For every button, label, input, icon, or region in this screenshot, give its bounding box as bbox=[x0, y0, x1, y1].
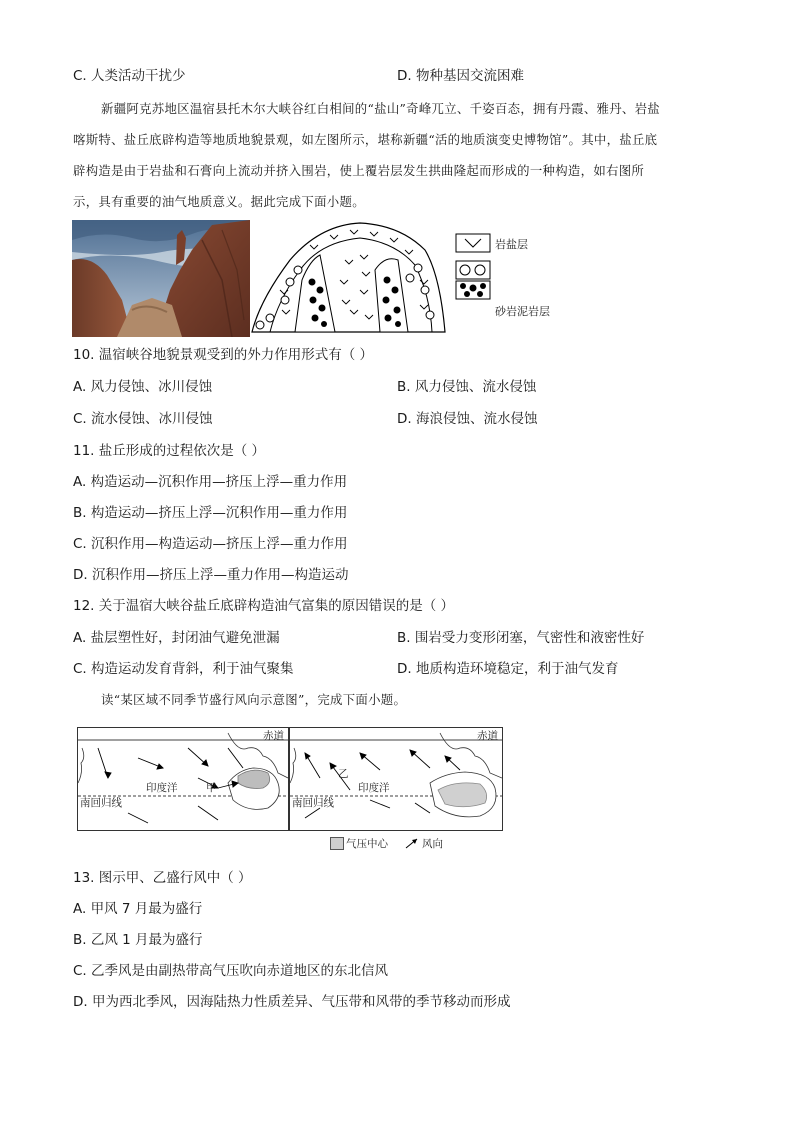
q9-option-c: C. 人类活动干扰少 bbox=[73, 68, 186, 84]
canyon-photo bbox=[72, 220, 250, 337]
left-wind-label: 甲 bbox=[206, 782, 217, 794]
q10-stem: 10. 温宿峡谷地貌景观受到的外力作用形式有（ ） bbox=[73, 347, 374, 363]
passage1-line-3: 辟构造是由于岩盐和石膏向上流动并挤入围岩，使上覆岩层发生拱曲隆起而形成的一种构造，如右图所 bbox=[73, 163, 645, 178]
wind-direction-arrow-icon bbox=[405, 837, 419, 849]
q9-option-d: D. 物种基因交流困难 bbox=[397, 68, 524, 84]
right-wind-label: 乙 bbox=[338, 768, 349, 780]
right-ocean-label: 印度洋 bbox=[358, 782, 390, 794]
passage1-line-1: 新疆阿克苏地区温宿县托木尔大峡谷红白相间的“盐山”奇峰兀立、千姿百态，拥有丹霞、雅丹、岩盐 bbox=[101, 101, 660, 116]
figure1-legend bbox=[455, 233, 575, 343]
right-equator-label: 赤道 bbox=[477, 730, 498, 742]
q10-option-d: D. 海浪侵蚀、流水侵蚀 bbox=[397, 411, 538, 427]
q13-option-d: D. 甲为西北季风，因海陆热力性质差异、气压带和风带的季节移动而形成 bbox=[73, 994, 511, 1010]
q13-option-a: A. 甲风 7 月最为盛行 bbox=[73, 901, 203, 917]
q10-option-a: A. 风力侵蚀、冰川侵蚀 bbox=[73, 379, 213, 395]
passage2: 读“某区域不同季节盛行风向示意图”，完成下面小题。 bbox=[101, 692, 407, 707]
q12-option-a: A. 盐层塑性好，封闭油气避免泄漏 bbox=[73, 630, 280, 646]
q11-option-d: D. 沉积作用—挤压上浮—重力作用—构造运动 bbox=[73, 567, 349, 583]
q12-option-b: B. 围岩受力变形闭塞，气密性和液密性好 bbox=[397, 630, 645, 646]
q11-stem: 11. 盐丘形成的过程依次是（ ） bbox=[73, 443, 266, 459]
left-tropic-label: 南回归线 bbox=[80, 797, 122, 809]
q13-option-c: C. 乙季风是由副热带高气压吹向赤道地区的东北信风 bbox=[73, 963, 389, 979]
wind-map-right bbox=[289, 727, 503, 831]
pressure-center-swatch bbox=[330, 837, 344, 850]
q13-option-b: B. 乙风 1 月最为盛行 bbox=[73, 932, 203, 948]
left-equator-label: 赤道 bbox=[263, 730, 284, 742]
q11-option-b: B. 构造运动—挤压上浮—沉积作用—重力作用 bbox=[73, 505, 348, 521]
passage1-line-2: 喀斯特、盐丘底辟构造等地质地貌景观，如左图所示，堪称新疆“活的地质演变史博物馆”。其中，盐丘底 bbox=[73, 132, 658, 147]
q10-option-c: C. 流水侵蚀、冰川侵蚀 bbox=[73, 411, 213, 427]
q10-option-b: B. 风力侵蚀、流水侵蚀 bbox=[397, 379, 537, 395]
salt-dome-diagram bbox=[250, 220, 460, 337]
q11-option-a: A. 构造运动—沉积作用—挤压上浮—重力作用 bbox=[73, 474, 348, 490]
legend-pressure-center: 气压中心 bbox=[346, 838, 388, 850]
q11-option-c: C. 沉积作用—构造运动—挤压上浮—重力作用 bbox=[73, 536, 348, 552]
q13-stem: 13. 图示甲、乙盛行风中（ ） bbox=[73, 870, 252, 886]
left-ocean-label: 印度洋 bbox=[146, 782, 178, 794]
legend-wind-direction: 风向 bbox=[422, 838, 443, 850]
wind-map-left bbox=[77, 727, 289, 831]
right-tropic-label: 南回归线 bbox=[292, 797, 334, 809]
figure2-legend bbox=[330, 835, 490, 851]
passage1-line-4: 示，具有重要的油气地质意义。据此完成下面小题。 bbox=[73, 194, 365, 209]
q12-option-d: D. 地质构造环境稳定，利于油气发育 bbox=[397, 661, 619, 677]
q12-option-c: C. 构造运动发育背斜，利于油气聚集 bbox=[73, 661, 294, 677]
legend-sandstone-mudstone: 砂岩泥岩层 bbox=[495, 305, 550, 318]
q12-stem: 12. 关于温宿大峡谷盐丘底辟构造油气富集的原因错误的是（ ） bbox=[73, 598, 455, 614]
legend-salt-layer: 岩盐层 bbox=[495, 238, 528, 251]
